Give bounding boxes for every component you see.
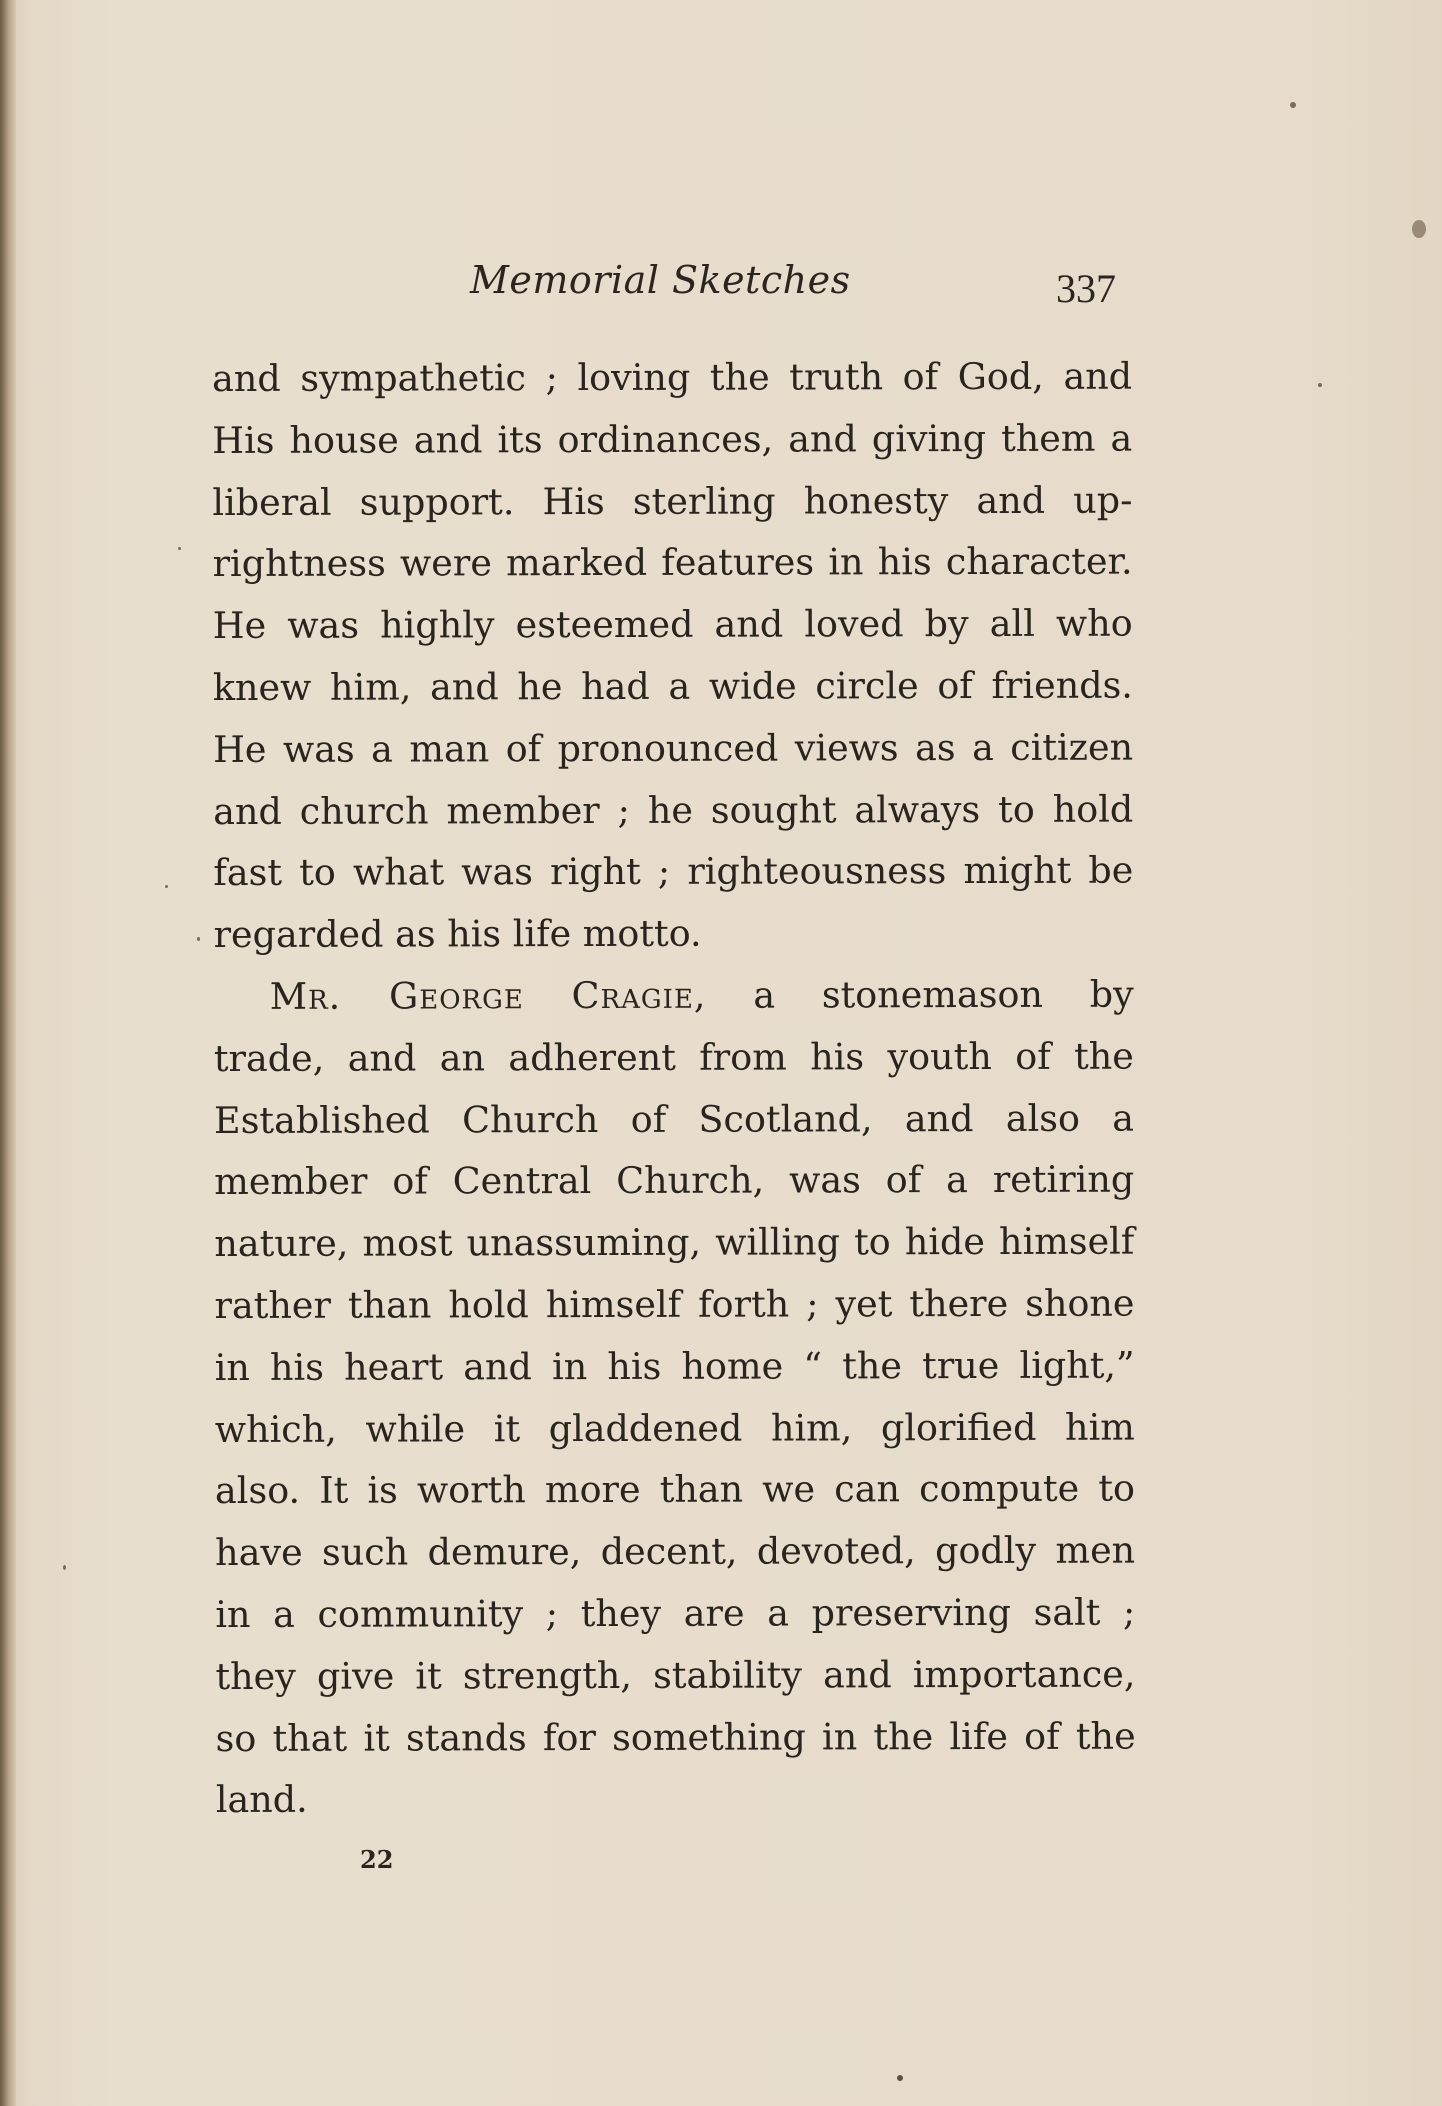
text-line: rightness were marked features in his character.	[212, 539, 1133, 586]
text-line: and sympathetic ; loving the truth of God, and	[212, 354, 1133, 400]
text-line: Established Church of Scotland, and also a	[213, 1096, 1135, 1142]
text-line: He was a man of pronounced views as a citizen	[212, 725, 1134, 771]
text-line: trade, and an adherent from his youth of the	[213, 1034, 1134, 1080]
text-line: regarded as his life motto.	[213, 911, 702, 957]
person-name: Mr. George Cragie,	[269, 973, 707, 1018]
text-line: member of Central Church, was of a retiring	[214, 1157, 1135, 1204]
text-line: which, while it gladdened him, glorified him	[214, 1405, 1135, 1451]
text-line: so that it stands for something in the life of the	[215, 1714, 1136, 1760]
paper-speck	[178, 547, 181, 550]
paper-speck	[165, 885, 168, 888]
paper-speck	[897, 2075, 903, 2081]
text-line: and church member ; he sought always to hold	[213, 787, 1134, 833]
text-line: His house and its ordinances, and giving them a	[212, 416, 1133, 462]
text-line: in a community ; they are a preserving salt ;	[215, 1590, 1136, 1636]
running-head-title: Memorial Sketches	[470, 258, 851, 302]
body-text	[212, 346, 1136, 1832]
book-spine-edge	[0, 0, 16, 2106]
text-line: knew him, and he had a wide circle of friends.	[212, 663, 1133, 709]
text-line: in his heart and in his home “ the true light,”	[214, 1343, 1135, 1389]
paragraph-opening-line	[214, 964, 1134, 1028]
text-line: fast to what was right ; righteousness might be	[213, 848, 1134, 895]
text-line: land.	[215, 1778, 308, 1822]
paper-speck	[63, 1565, 66, 1570]
page-number: 337	[1056, 266, 1116, 311]
text-line: liberal support. His sterling honesty and up-	[212, 478, 1133, 524]
paper-speck	[1318, 383, 1322, 387]
paper-speck	[1412, 220, 1426, 238]
signature-mark: 22	[360, 1845, 394, 1874]
text-line: have such demure, decent, devoted, godly men	[215, 1528, 1136, 1575]
text-line: He was highly esteemed and loved by all who	[212, 601, 1133, 648]
text-line: also. It is worth more than we can compute to	[214, 1466, 1136, 1513]
text-line: rather than hold himself forth ; yet there shone	[214, 1281, 1135, 1327]
text-line: they give it strength, stability and importance,	[215, 1652, 1136, 1698]
text-line: nature, most unassuming, willing to hide himself	[214, 1219, 1135, 1266]
paper-speck	[1290, 102, 1296, 108]
paper-speck	[197, 937, 200, 941]
text-fragment: a stonemason by	[753, 972, 1134, 1017]
